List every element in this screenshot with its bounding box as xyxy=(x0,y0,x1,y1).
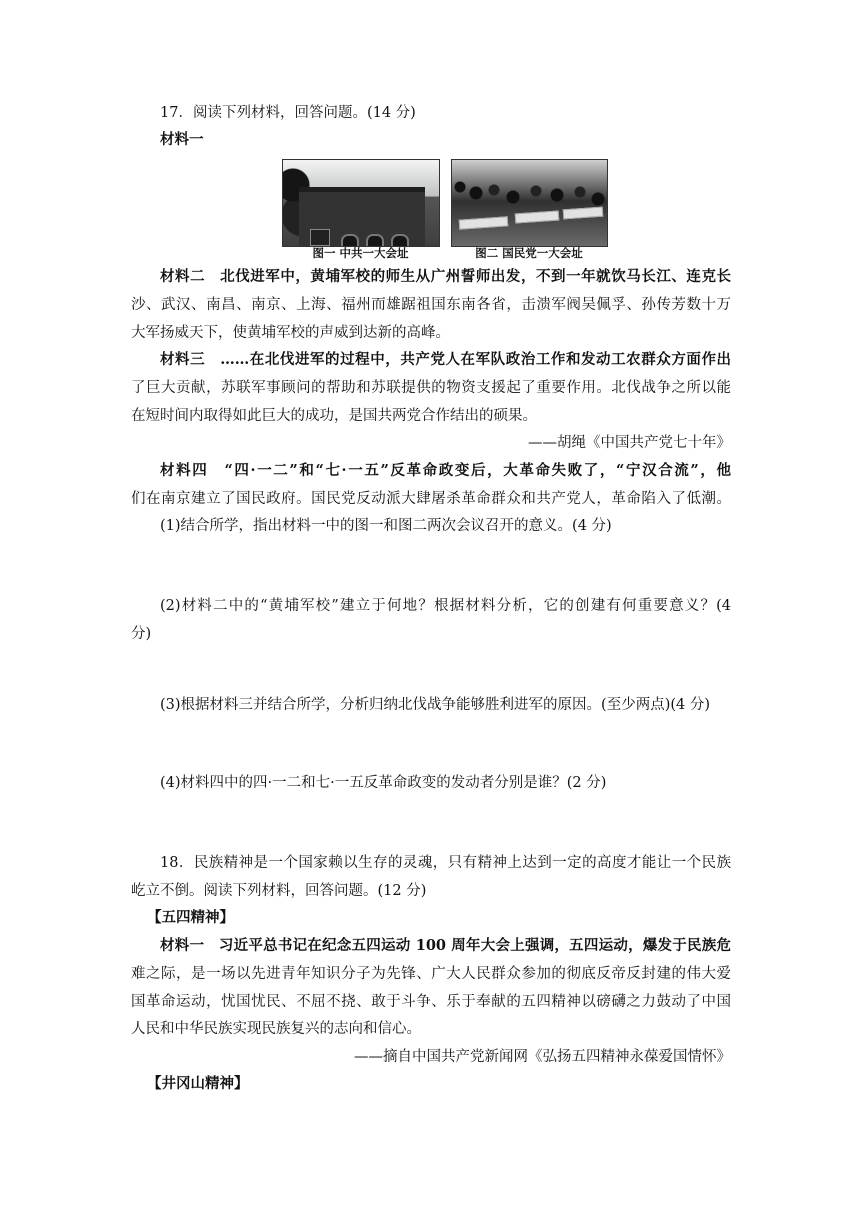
question-18-heading-line-2: 屹立不倒。阅读下列材料，回答问题。(12 分) xyxy=(131,883,427,899)
q18-material-1-line-3: 国革命运动，忧国忧民、不屈不挠、敢于斗争、乐于奉献的五四精神以磅礴之力鼓动了中国 xyxy=(131,994,731,1010)
q17-subquestion-4: (4)材料四中的四·一二和七·一五反革命政变的发动者分别是谁？(2 分) xyxy=(160,775,607,791)
q17-subquestion-1: (1)结合所学，指出材料一中的图一和图二两次会议召开的意义。(4 分) xyxy=(160,518,612,534)
figure-2-caption: 图二 国民党一大会址 xyxy=(475,246,583,260)
question-18-heading-line-1: 18．民族精神是一个国家赖以生存的灵魂，只有精神上达到一定的高度才能让一个民族 xyxy=(160,855,731,871)
q18-material-1-source: ——摘自中国共产党新闻网《弘扬五四精神永葆爱国情怀》 xyxy=(354,1049,731,1065)
q18-material-1-line-4: 人民和中华民族实现民族复兴的志向和信心。 xyxy=(131,1021,421,1037)
figure-2-kmt-first-congress-site-image xyxy=(451,159,608,247)
q17-material-2-line-3: 大军扬威天下，使黄埔军校的声威到达新的高峰。 xyxy=(131,325,450,341)
q17-material-3-line-3: 在短时间内取得如此巨大的成功，是国共两党合作结出的硕果。 xyxy=(131,408,537,424)
figure-2-table xyxy=(459,216,509,229)
question-17-heading: 17．阅读下列材料，回答问题。(14 分) xyxy=(160,105,416,121)
q17-material-3-line-1: 材料三 ……在北伐进军的过程中，共产党人在军队政治工作和发动工农群众方面作出 xyxy=(160,351,731,368)
figure-1-window xyxy=(310,229,330,246)
q17-subquestion-3: (3)根据材料三并结合所学，分析归纳北伐战争能够胜利进军的原因。(至少两点)(4 分) xyxy=(160,697,710,713)
q17-material-4-line-1: 材料四 “四·一二”和“七·一五”反革命政变后，大革命失败了，“宁汉合流”，他 xyxy=(160,462,731,479)
q17-material-2-line-2: 沙、武汉、南昌、南京、上海、福州而雄踞祖国东南各省，击溃军阀吴佩孚、孙传芳数十万 xyxy=(131,297,731,313)
q17-material-4-line-2: 们在南京建立了国民政府。国民党反动派大肆屠杀革命群众和共产党人，革命陷入了低潮。 xyxy=(131,491,731,507)
q17-material-3-source: ——胡绳《中国共产党七十年》 xyxy=(528,435,731,451)
q17-material-2-line-1: 材料二 北伐进军中，黄埔军校的师生从广州誓师出发，不到一年就饮马长江、连克长 xyxy=(160,268,731,285)
q18-section-title-jinggangshan-spirit: 【井冈山精神】 xyxy=(147,1075,249,1092)
figure-1-caption: 图一 中共一大会址 xyxy=(312,246,409,260)
q17-material-3-line-2: 了巨大贡献，苏联军事顾问的帮助和苏联提供的物资支援起了重要作用。北伐战争之所以能 xyxy=(131,380,731,396)
q18-material-1-line-1: 材料一 习近平总书记在纪念五四运动 100 周年大会上强调，五四运动，爆发于民族危 xyxy=(160,937,731,954)
q17-material-1-label: 材料一 xyxy=(160,131,204,148)
q17-subquestion-2-line-2: 分) xyxy=(131,626,152,642)
q18-section-title-may-fourth-spirit: 【五四精神】 xyxy=(147,909,234,926)
figure-1-building xyxy=(299,187,425,246)
figure-1-cpc-first-congress-site-image xyxy=(282,159,440,247)
q18-material-1-line-2: 难之际，是一场以先进青年知识分子为先锋、广大人民群众参加的彻底反帝反封建的伟大爱 xyxy=(131,966,731,982)
q17-subquestion-2-line-1: (2)材料二中的“黄埔军校”建立于何地？根据材料分析，它的创建有何重要意义？(4 xyxy=(160,598,731,614)
figure-2-table xyxy=(515,210,560,223)
